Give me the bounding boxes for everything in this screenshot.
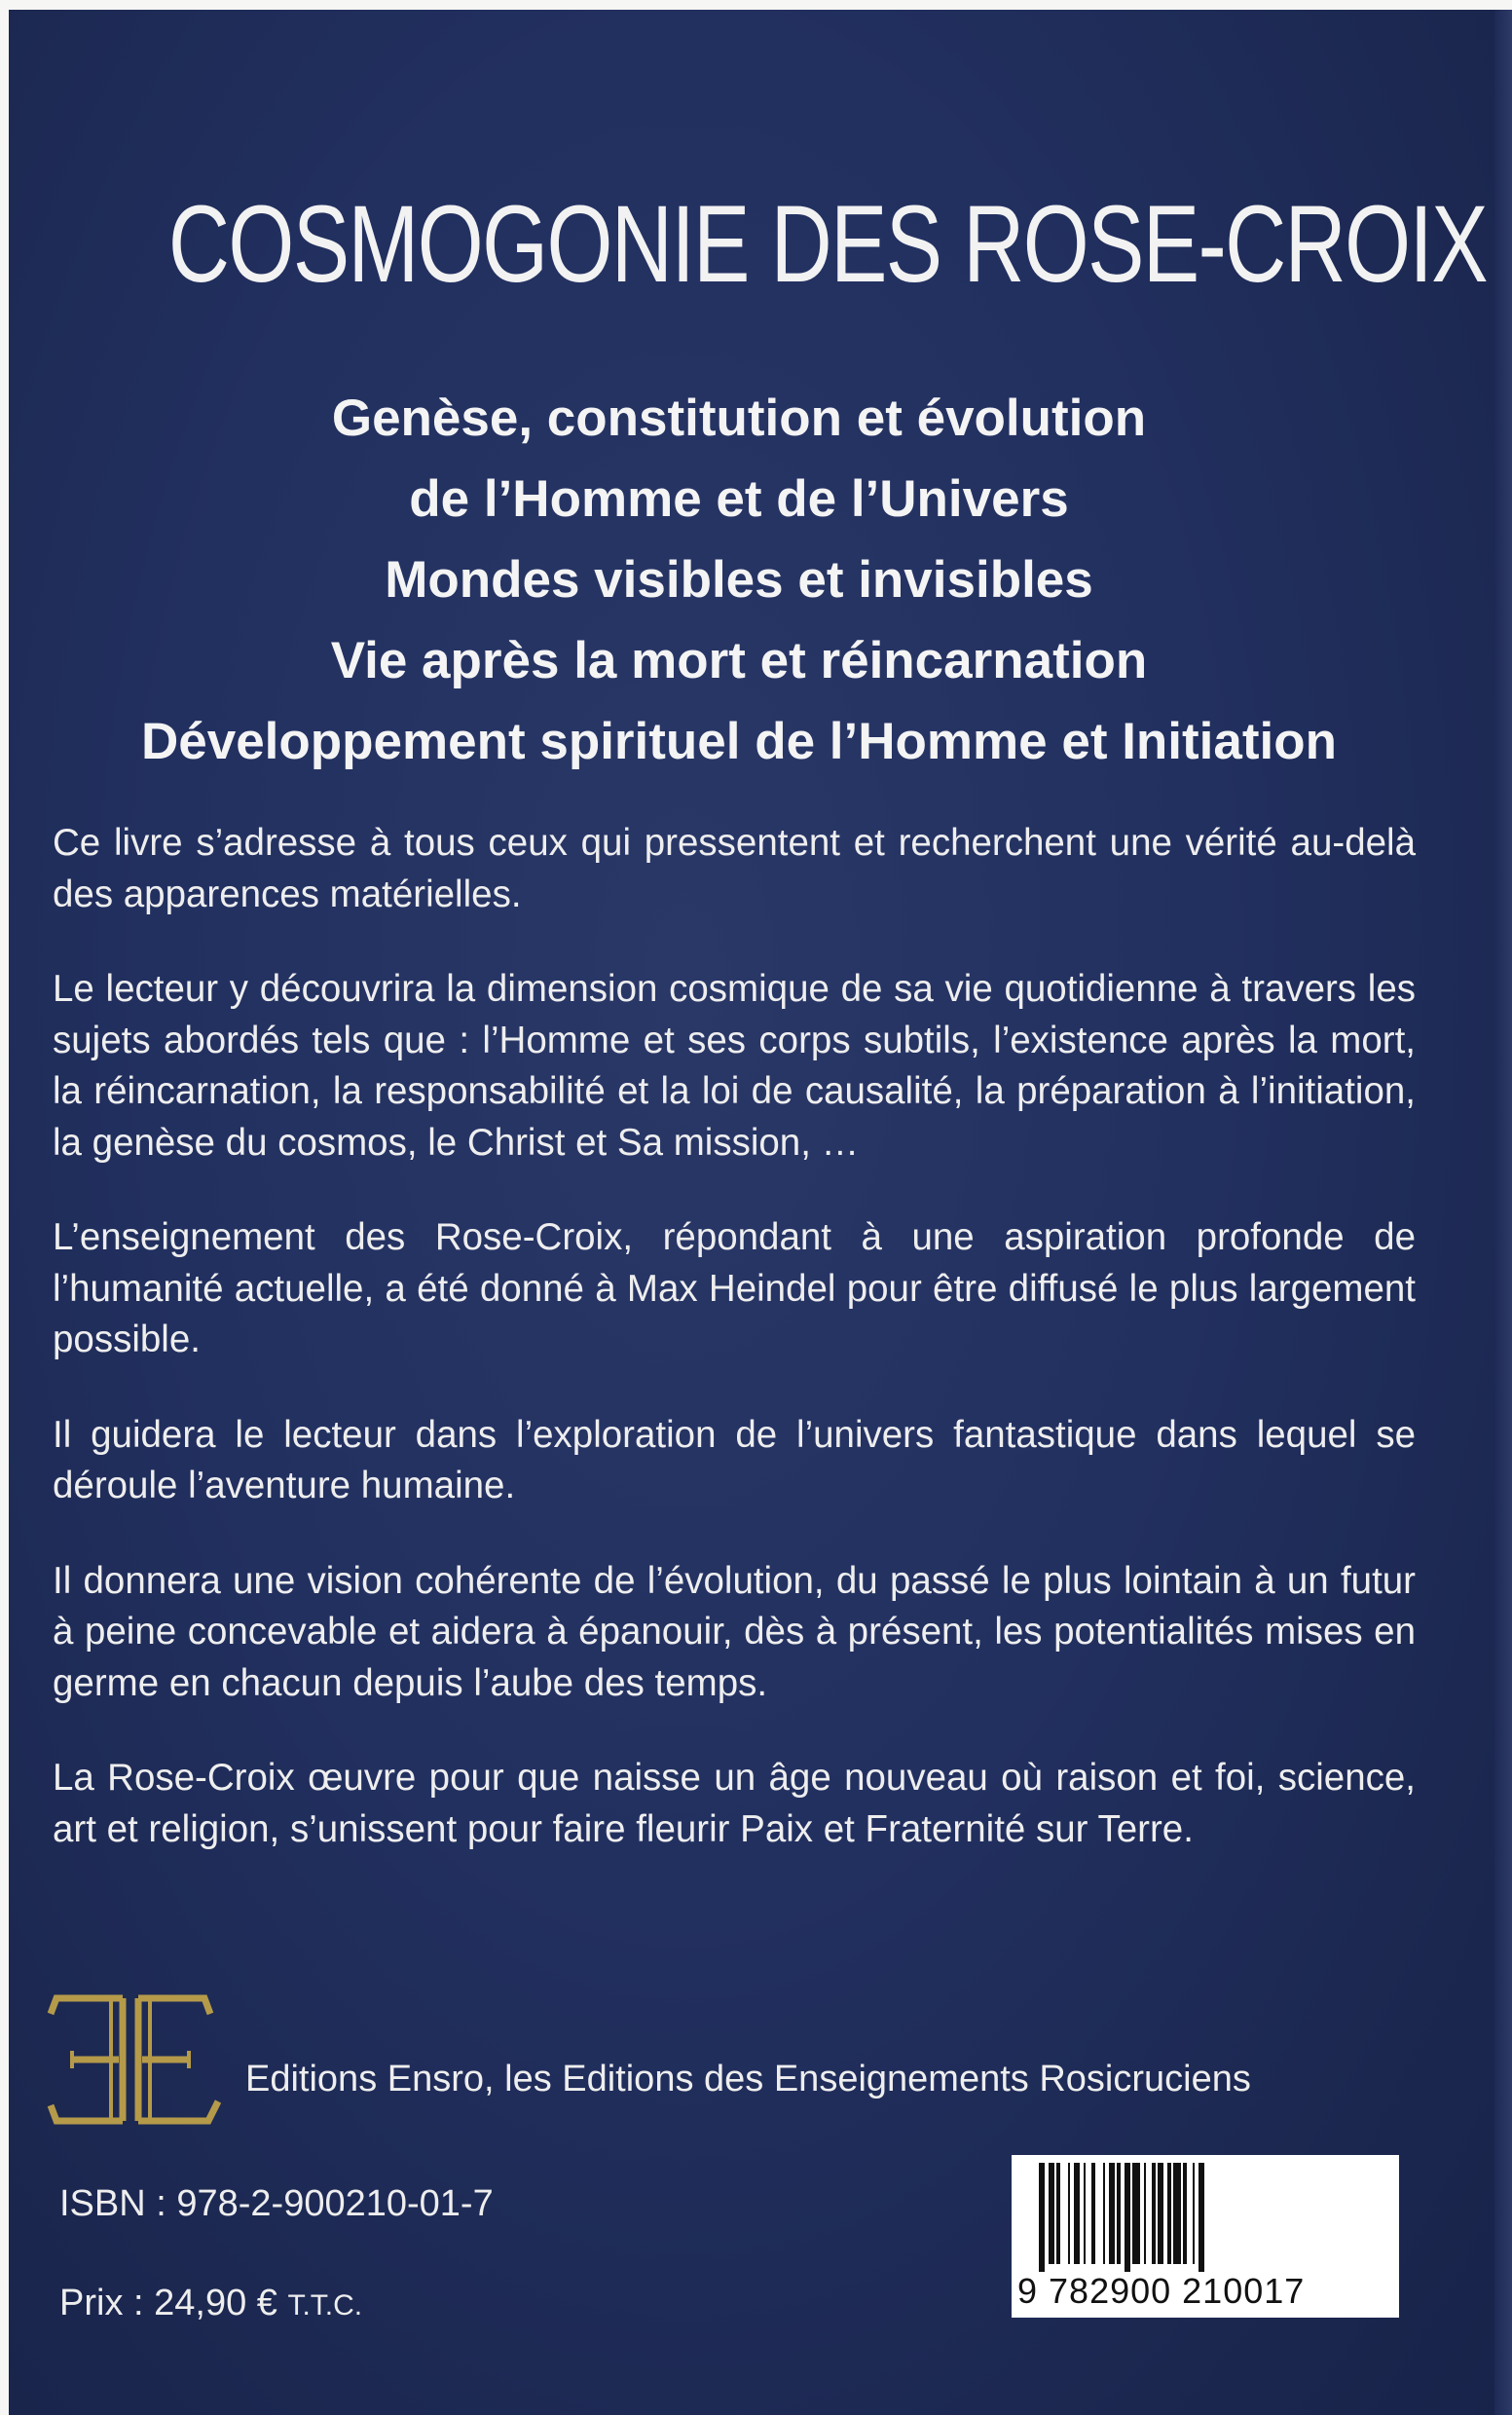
publisher-name: Editions Ensro, les Editions des Enseignements Rosicruciens: [245, 2059, 1251, 2099]
barcode-bar: [1152, 2163, 1156, 2264]
paragraph: Il guidera le lecteur dans l’exploration de l’univers fantastique dans lequel se déroule l’aventure humaine.: [53, 1413, 1416, 1506]
barcode-icon: [1012, 2155, 1399, 2318]
price: [59, 2283, 362, 2324]
description-text: [53, 818, 1416, 1899]
subtitle-line: de l’Homme et de l’Univers: [409, 470, 1069, 528]
subtitle-line: Genèse, constitution et évolution: [331, 390, 1147, 447]
subtitle-line: Vie après la mort et réincarnation: [330, 632, 1148, 689]
barcode-bar: [1158, 2163, 1163, 2264]
isbn-number: ISBN : 978-2-900210-01-7: [59, 2183, 494, 2224]
barcode-bar: [1049, 2163, 1054, 2264]
barcode-bar: [1056, 2163, 1060, 2264]
barcode-bar: [1132, 2163, 1140, 2264]
barcode-bar: [1103, 2163, 1105, 2264]
barcode-bar: [1193, 2163, 1195, 2264]
book-back-cover: [9, 10, 1512, 2415]
barcode-bar: [1125, 2163, 1130, 2272]
barcode-bar: [1084, 2163, 1086, 2264]
barcode-bar: [1068, 2163, 1070, 2264]
paragraph: La Rose-Croix œuvre pour que naisse un âge nouveau où raison et foi, science, art et religion, s’unissent pour faire fleurir Paix et Fraternité sur Terre.: [53, 1757, 1416, 1850]
cover-edge: [1494, 10, 1512, 2415]
barcode-bar: [1167, 2163, 1171, 2264]
book-title: COSMOGONIE DES ROSE-CROIX: [167, 183, 1487, 305]
paragraph: Ce livre s’adresse à tous ceux qui pressentent et recherchent une vérité au-delà des apparences matérielles.: [53, 822, 1416, 915]
price-amount: Prix : 24,90 €: [59, 2283, 277, 2323]
ensro-logo-icon: [33, 1987, 228, 2133]
paragraph: Le lecteur y découvrira la dimension cosmique de sa vie quotidienne à travers les sujets abordés tels que : l’Homme et ses corps subtils, l’existence après la mort, la réincarnation, la responsabilité et la loi de causalité, la préparation à l’initiation, la genèse du cosmos, le Christ et Sa mission, …: [53, 968, 1416, 1164]
barcode-bar: [1039, 2163, 1045, 2272]
barcode-bar: [1117, 2163, 1121, 2264]
subtitle-block: [9, 378, 1469, 782]
paragraph: Il donnera une vision cohérente de l’évolution, du passé le plus lointain à un futur à peine concevable et aidera à épanouir, dès à présent, les potentialités mises en germe en chacun depuis l’aube des temps.: [53, 1559, 1416, 1704]
paragraph: L’enseignement des Rose-Croix, répondant à une aspiration profonde de l’humanité actuelle, a été donné à Max Heindel pour être diffusé le plus largement possible.: [53, 1216, 1416, 1360]
barcode-bar: [1183, 2163, 1187, 2264]
barcode-bars: [1012, 2155, 1399, 2274]
barcode-bar: [1091, 2163, 1095, 2264]
barcode-digits: 9 782900 210017: [1017, 2271, 1306, 2311]
subtitle-line: Mondes visibles et invisibles: [385, 551, 1093, 609]
subtitle-line: Développement spirituel de l’Homme et Initiation: [140, 713, 1338, 770]
barcode-bar: [1109, 2163, 1115, 2264]
barcode-bar: [1173, 2163, 1181, 2264]
barcode-bar: [1074, 2163, 1080, 2264]
barcode-bar: [1199, 2163, 1204, 2272]
price-tax-suffix: T.T.C.: [287, 2289, 363, 2322]
barcode-bar: [1144, 2163, 1146, 2264]
